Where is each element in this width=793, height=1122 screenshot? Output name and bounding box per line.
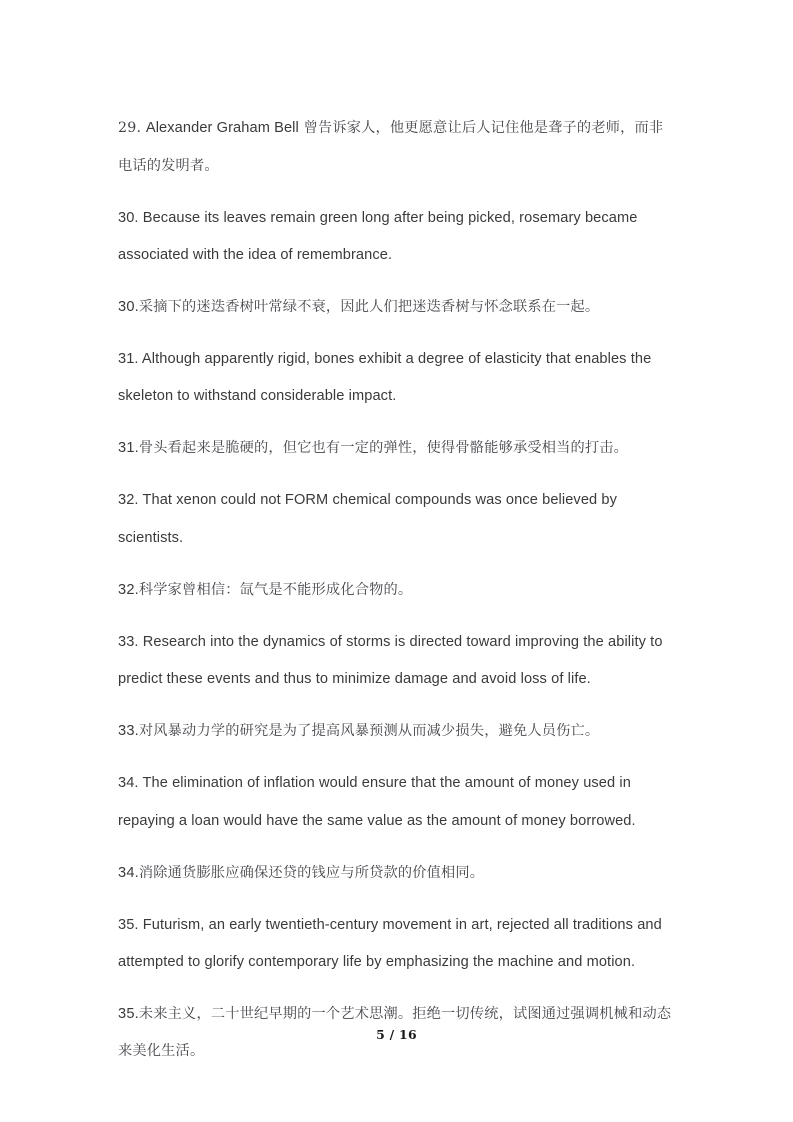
entry-32-translation xyxy=(118,572,676,609)
entry-31-translation-text: 骨头看起来是脆硬的，但它也有一定的弹性，使得骨骼能够承受相当的打击。 xyxy=(138,440,629,457)
entry-35-source: 35. Futurism, an early twentieth-century movement in art, rejected all traditions and attempted to glorify contemporary life by emphasizing the machine and motion. xyxy=(118,916,662,971)
page-footer xyxy=(0,1026,793,1044)
entry-31-translation xyxy=(118,430,676,467)
entry-29-rest: 曾告诉家人，他更愿意让后人记住他是聋子的老师，而非电话的发明者。 xyxy=(118,120,664,174)
entry-33 xyxy=(118,624,676,751)
entry-33-source: 33. Research into the dynamics of storms is directed toward improving the ability to predict these events and thus to minimize damage and avoid loss of life. xyxy=(118,633,663,688)
entry-35 xyxy=(118,907,676,1071)
entry-34-source: 34. The elimination of inflation would ensure that the amount of money used in repaying a loan would have the same value as the amount of money borrowed. xyxy=(118,775,636,829)
entry-30-translation-text: 采摘下的迷迭香树叶常绿不衰，因此人们把迷迭香树与怀念联系在一起。 xyxy=(138,299,600,315)
entry-32 xyxy=(118,482,676,609)
entry-30-translation xyxy=(118,289,676,326)
document-body xyxy=(118,96,676,1085)
entry-29-prefix: 29. xyxy=(118,120,146,137)
entry-30 xyxy=(118,200,676,327)
entry-33-translation xyxy=(118,713,676,750)
entry-31 xyxy=(118,341,676,468)
entry-35-index: 35. xyxy=(118,1006,139,1023)
entry-29-proper-noun: Alexander Graham Bell xyxy=(145,120,299,137)
entry-34-index: 34. xyxy=(118,864,139,881)
entry-34-translation xyxy=(118,855,676,892)
entry-32-source: 32. That xenon could not FORM chemical compounds was once believed by scientists. xyxy=(118,492,618,546)
entry-32-translation-text: 科学家曾相信：氙气是不能形成化合物的。 xyxy=(138,581,413,598)
entry-29-translation xyxy=(118,110,676,185)
entry-33-translation-text: 对风暴动力学的研究是为了提高风暴预测从而减少损失，避免人员伤亡。 xyxy=(138,723,600,740)
entry-29 xyxy=(118,110,676,185)
entry-30-index: 30. xyxy=(118,299,139,315)
entry-32-index: 32. xyxy=(118,581,139,598)
entry-34-translation-text: 消除通货膨胀应确保还贷的钱应与所贷款的价值相同。 xyxy=(138,864,485,881)
page-number: 5 / 16 xyxy=(376,1027,417,1042)
entry-31-index: 31. xyxy=(118,440,139,457)
entry-33-index: 33. xyxy=(118,723,139,740)
entry-30-source: 30. Because its leaves remain green long after being picked, rosemary became associated with the idea of remembrance. xyxy=(118,209,638,263)
entry-34 xyxy=(118,765,676,892)
entry-35-translation-text: 未来主义，二十世纪早期的一个艺术思潮。拒绝一切传统，试图通过强调机械和动态来美化生活。 xyxy=(118,1006,672,1060)
entry-31-source: 31. Although apparently rigid, bones exhibit a degree of elasticity that enables the skeleton to withstand considerable impact. xyxy=(118,351,652,405)
